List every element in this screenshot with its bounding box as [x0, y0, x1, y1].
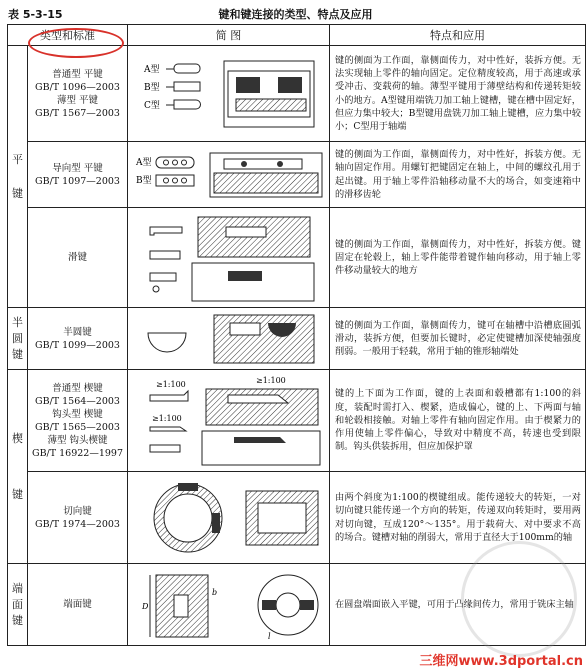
type-line: 半圆键: [63, 326, 92, 338]
category-flat-char-1: 平: [12, 152, 23, 166]
type-line: 切向键: [63, 505, 92, 517]
taper-key-diagram: [128, 371, 330, 471]
type-line: 钩头型 楔键: [52, 408, 103, 420]
type-line: GB/T 1099—2003: [35, 339, 120, 351]
header-features: 特点和应用: [330, 25, 586, 46]
type-cell: [28, 308, 128, 370]
type-line: 薄型 平键: [56, 94, 99, 106]
category-end: 端 面 键: [8, 564, 28, 646]
type-line: 端面键: [63, 599, 92, 610]
table-row: [8, 370, 586, 472]
type-line: GB/T 1564—2003: [35, 395, 120, 407]
dim-label-d: D: [142, 601, 149, 611]
table-row: [8, 142, 586, 208]
type-line: GB/T 1097—2003: [35, 175, 120, 187]
guide-key-diagram: [128, 143, 330, 207]
description: 键的上下面为工作面，键的上表面和毂槽都有1:100的斜度，装配时需打入、楔紧，造成偏心，键的上、下两面与轴和轮毂相接触。对轴上零件有轴向固定作用。由于楔紧力的作用使轴上零件偏心，导致对中精度不高，转速也受到限制。钩头供装拆用，但应加保护罩: [330, 370, 586, 472]
slope-label: ≥1:100: [256, 375, 286, 385]
figure-flat-key: [128, 46, 330, 142]
type-cell: [28, 208, 128, 308]
figure-sliding-key: [128, 208, 330, 308]
type-cell: [28, 370, 128, 472]
fig-label-c: C型: [144, 100, 160, 111]
description: 键的侧面为工作面，靠侧面传力，对中性好，拆装方便。无轴向固定作用。用螺钉把键固定在轴上，中间的螺纹孔用于起出键。用于轴上零件沿轴移动量不大的场合，如变速箱中的滑移齿轮: [330, 142, 586, 208]
header-type: 类型和标准: [8, 25, 128, 46]
description: 由两个斜度为1:100的楔键组成。能传递较大的转矩，一对切向键只能传递一个方向的转矩，传递双向转矩时，要用两对切向键，互成120°～135°。用于载荷大、对中要求不高的场合。键槽对轴的削弱大，常用于直径大于100mm的轴: [330, 472, 586, 564]
fig-label-a: A型: [144, 64, 160, 75]
slope-label: ≥1:100: [152, 413, 182, 423]
fig-label-b: B型: [144, 82, 160, 93]
sliding-key-diagram: [128, 209, 330, 307]
table-title: 键和键连接的类型、特点及应用: [218, 8, 373, 21]
category-flat-char-2: 键: [12, 186, 23, 200]
figure-woodruff-key: [128, 308, 330, 370]
description: 键的侧面为工作面，靠侧面传力，键可在轴槽中沿槽底圆弧滑动，装拆方便，但要加长键时，必定使键槽加深使轴强度削弱。一般用于轻载，常用于轴的锥形轴端处: [330, 308, 586, 370]
slope-label: ≥1:100: [156, 379, 186, 389]
description: 键的侧面为工作面，靠侧面传力，对中性好，装拆方便。无法实现轴上零件的轴向固定。定位精度较高，用于高速或承受冲击、变载荷的轴。薄型平键用于薄壁结构和传递转矩较小的地方。A型键用端铣刀加工轴上键槽，键在槽中固定好，但应力集中较大；B型键用盘铣刀加工轴上键槽，应力集中较小；C型用于轴端: [330, 46, 586, 142]
table-number: 表 5-3-15: [8, 8, 63, 21]
woodruff-key-diagram: [128, 309, 330, 369]
category-wedge: 楔 键: [8, 370, 28, 564]
type-line: 滑键: [67, 252, 87, 263]
description: 在圆盘端面嵌入平键，可用于凸缘间传力，常用于铣床主轴: [330, 564, 586, 646]
figure-guide-key: [128, 142, 330, 208]
figure-taper-key: [128, 370, 330, 472]
dim-label-l: l: [268, 631, 271, 641]
highlight-circle: [28, 28, 124, 58]
type-line: 普通型 楔键: [52, 382, 103, 394]
tangential-key-diagram: [128, 473, 330, 563]
table-row: [8, 46, 586, 142]
description: 键的侧面为工作面，靠侧面传力，对中性好，拆装方便。键固定在轮毂上，轴上零件能带着键作轴向移动，用于轴上零件移动量较大的地方: [330, 208, 586, 308]
flat-key-diagram: [128, 47, 330, 141]
type-line: 薄型 钩头楔键: [47, 434, 108, 446]
figure-tangential-key: [128, 472, 330, 564]
type-cell: [28, 564, 128, 646]
type-cell: [28, 142, 128, 208]
type-line: GB/T 1096—2003: [35, 81, 120, 93]
table-title-row: [8, 4, 583, 22]
header-figure: 简 图: [128, 25, 330, 46]
type-line: 普通型 平键: [52, 68, 103, 80]
category-half: 半 圆 键: [8, 308, 28, 370]
table-row: [8, 308, 586, 370]
figure-end-key: [128, 564, 330, 646]
type-line: GB/T 1565—2003: [35, 421, 120, 433]
dim-label-b: b: [212, 587, 218, 597]
category-flat: [8, 46, 28, 308]
type-line: GB/T 16922—1997: [31, 447, 124, 459]
type-cell: [28, 472, 128, 564]
end-key-diagram: [128, 565, 330, 645]
type-cell: [28, 46, 128, 142]
site-watermark: 三维网www.3dportal.cn: [419, 654, 583, 669]
type-line: GB/T 1974—2003: [35, 518, 120, 530]
table-row: [8, 208, 586, 308]
fig-label-b: B型: [136, 175, 152, 186]
watermark-stamp: [461, 541, 577, 657]
type-line: GB/T 1567—2003: [35, 107, 120, 119]
type-line: 导向型 平键: [52, 162, 103, 174]
fig-label-a: A型: [136, 157, 152, 168]
